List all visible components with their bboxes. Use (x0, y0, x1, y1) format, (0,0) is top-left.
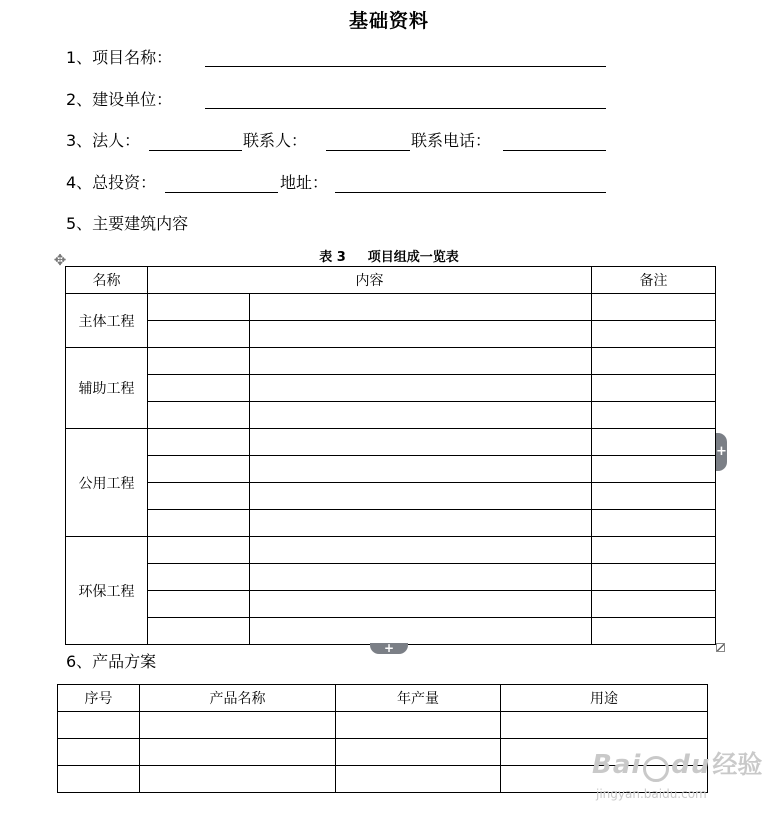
table-caption (0, 246, 778, 265)
header-serial-number: 序号 (58, 685, 140, 712)
move-arrows-icon[interactable]: ✥ (53, 251, 67, 269)
table-cell[interactable] (148, 456, 250, 483)
total-investment-line[interactable] (165, 192, 278, 193)
construction-unit-label: 2、建设单位： (66, 90, 173, 109)
table-cell[interactable] (250, 537, 592, 564)
table-cell[interactable] (148, 375, 250, 402)
table-cell[interactable] (592, 618, 716, 645)
header-name: 名称 (66, 267, 148, 294)
group-auxiliary-works: 辅助工程 (66, 348, 148, 429)
table-cell[interactable] (148, 429, 250, 456)
contact-phone-label: 联系电话： (411, 131, 492, 150)
add-row-button[interactable] (370, 643, 408, 654)
table-cell[interactable] (250, 348, 592, 375)
table-row (66, 591, 716, 618)
table-cell[interactable] (592, 348, 716, 375)
table-cell[interactable] (250, 591, 592, 618)
project-composition-table (65, 266, 716, 645)
table-row (66, 402, 716, 429)
table-cell[interactable] (148, 348, 250, 375)
watermark-jingyan: 经验 (712, 750, 763, 779)
table-row (66, 321, 716, 348)
table-row (66, 456, 716, 483)
group-environmental-works: 环保工程 (66, 537, 148, 645)
table-cell[interactable] (592, 483, 716, 510)
project-name-label: 1、项目名称： (66, 48, 173, 67)
header-usage: 用途 (501, 685, 708, 712)
table-cell[interactable] (140, 712, 336, 739)
table-cell[interactable] (592, 510, 716, 537)
address-label: 地址： (280, 173, 329, 192)
table-cell[interactable] (250, 456, 592, 483)
table-cell[interactable] (501, 712, 708, 739)
resize-corner-icon[interactable] (716, 643, 725, 652)
table-cell[interactable] (592, 321, 716, 348)
table-cell[interactable] (58, 712, 140, 739)
table-cell[interactable] (592, 537, 716, 564)
table-cell[interactable] (336, 712, 501, 739)
table-cell[interactable] (336, 739, 501, 766)
table-cell[interactable] (250, 564, 592, 591)
construction-unit-line[interactable] (205, 108, 606, 109)
table-cell[interactable] (148, 402, 250, 429)
plus-icon: + (383, 641, 395, 655)
table-cell[interactable] (140, 766, 336, 793)
add-column-button[interactable] (716, 433, 727, 471)
table-cell[interactable] (148, 510, 250, 537)
table-number: 表 3 (319, 250, 346, 265)
product-plan-heading: 6、产品方案 (66, 652, 157, 671)
table-cell[interactable] (58, 739, 140, 766)
table-cell[interactable] (592, 429, 716, 456)
table-cell[interactable] (148, 294, 250, 321)
table-row (66, 537, 716, 564)
table-header-row (66, 267, 716, 294)
table-row (66, 375, 716, 402)
baidu-watermark (592, 745, 763, 801)
table-row (58, 712, 708, 739)
legal-person-line[interactable] (149, 150, 242, 151)
table-row (66, 564, 716, 591)
table-cell[interactable] (148, 537, 250, 564)
table-cell[interactable] (148, 591, 250, 618)
watermark-brand: Bai (592, 750, 642, 780)
watermark-brand-suffix: du (671, 750, 711, 780)
table-row (66, 348, 716, 375)
table-row (66, 510, 716, 537)
table-cell[interactable] (592, 294, 716, 321)
table-row (66, 294, 716, 321)
table-cell[interactable] (592, 564, 716, 591)
total-investment-label: 4、总投资： (66, 173, 157, 192)
group-main-works: 主体工程 (66, 294, 148, 348)
table-header-row (58, 685, 708, 712)
group-public-works: 公用工程 (66, 429, 148, 537)
table-row (66, 483, 716, 510)
header-remarks: 备注 (592, 267, 716, 294)
contact-person-label: 联系人： (243, 131, 308, 150)
table-cell[interactable] (250, 429, 592, 456)
plus-icon: + (716, 444, 727, 459)
table-cell[interactable] (592, 456, 716, 483)
paw-icon (643, 756, 669, 782)
contact-phone-line[interactable] (503, 150, 606, 151)
table-cell[interactable] (250, 375, 592, 402)
table-cell[interactable] (140, 739, 336, 766)
header-annual-output: 年产量 (336, 685, 501, 712)
main-buildings-heading: 5、主要建筑内容 (66, 214, 189, 233)
header-product-name: 产品名称 (140, 685, 336, 712)
table-cell[interactable] (250, 321, 592, 348)
table-cell[interactable] (148, 321, 250, 348)
table-cell[interactable] (592, 375, 716, 402)
legal-person-label: 3、法人： (66, 131, 141, 150)
table-title: 项目组成一览表 (367, 250, 459, 265)
contact-person-line[interactable] (326, 150, 410, 151)
table-cell[interactable] (250, 294, 592, 321)
table-cell[interactable] (250, 510, 592, 537)
table-cell[interactable] (336, 766, 501, 793)
document-title: 基础资料 (348, 10, 429, 32)
table-cell[interactable] (148, 564, 250, 591)
table-cell[interactable] (592, 591, 716, 618)
table-cell[interactable] (250, 618, 592, 645)
table-cell[interactable] (250, 483, 592, 510)
table-cell[interactable] (592, 402, 716, 429)
table-row (66, 429, 716, 456)
watermark-url: jingyan.baidu.com (596, 787, 707, 801)
project-name-line[interactable] (205, 66, 606, 67)
table-cell[interactable] (148, 618, 250, 645)
address-line[interactable] (335, 192, 606, 193)
table-cell[interactable] (148, 483, 250, 510)
table-cell[interactable] (250, 402, 592, 429)
table-cell[interactable] (58, 766, 140, 793)
header-content: 内容 (148, 267, 592, 294)
